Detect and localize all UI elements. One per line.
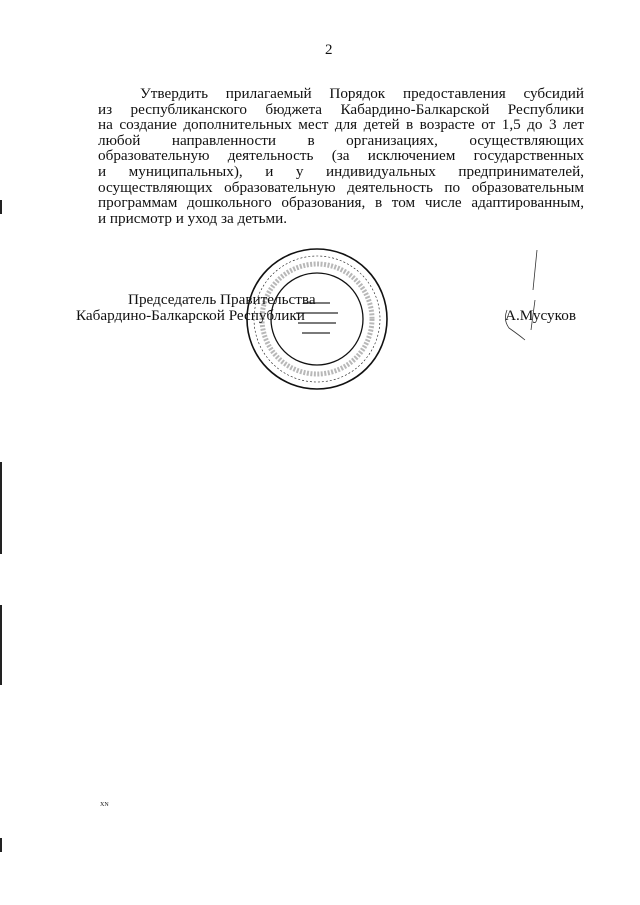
scan-edge-mark [0,838,2,852]
text-line: и присмотр и уход за детьми. [98,209,288,227]
resolution-text [98,86,584,226]
text-line: образовательную деятельность (за исключением государственных [98,147,584,165]
scan-edge-mark [0,462,2,554]
signatory-name: А.Мусуков [505,307,576,324]
signatory-title-line2: Кабардино-Балкарской Республики [76,307,305,324]
text-line: Утвердить прилагаемый Порядок предоставления субсидий [140,85,584,102]
text-line: на создание дополнительных мест для детей в возрасте от 1,5 до 3 лет [98,116,584,134]
signatory-title-line1: Председатель Правительства [128,291,316,308]
text-line: осуществляющих образовательную деятельность по образовательным [98,178,584,196]
footer-mark: XN [100,802,109,808]
text-line: любой направленности в организациях, осуществляющих [98,131,584,149]
text-line: программам дошкольного образования, в том числе адаптированным, [98,194,584,212]
text-line: из республиканского бюджета Кабардино-Балкарской Республики [98,100,584,118]
page-number: 2 [325,42,333,58]
text-line: и муниципальных), и у индивидуальных предпринимателей, [98,162,584,180]
scan-edge-mark [0,200,2,214]
handwritten-signature [495,240,555,350]
scan-edge-mark [0,605,2,685]
